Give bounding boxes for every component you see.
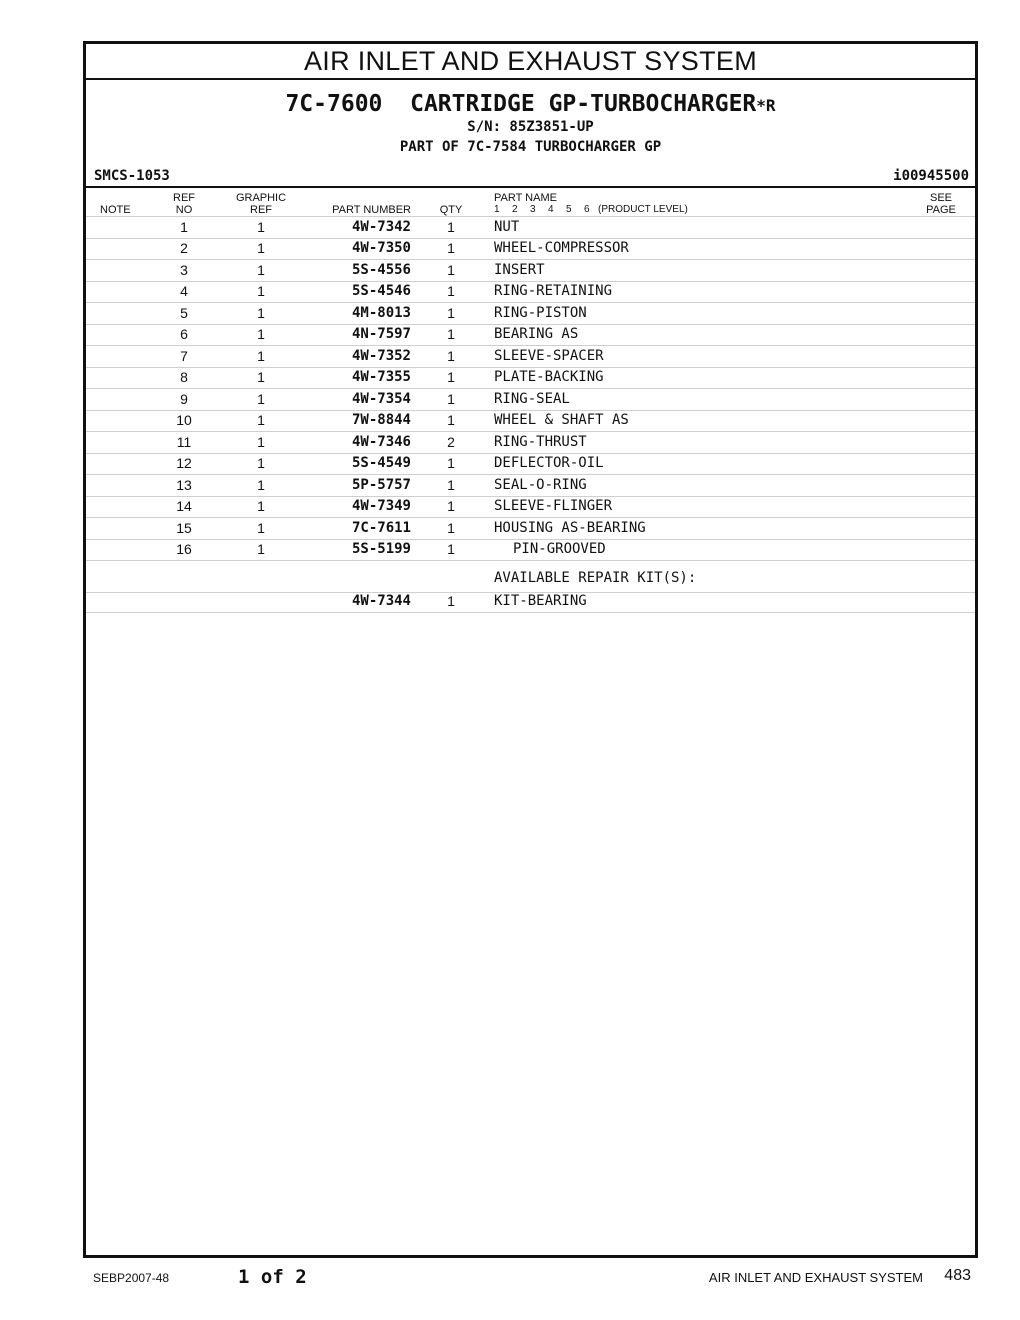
page-of: 1 of 2: [238, 1266, 307, 1288]
graphic-ref: 1: [257, 240, 265, 256]
part-name: WHEEL & SHAFT AS: [494, 412, 629, 428]
level-4: 4: [548, 204, 554, 215]
ref-number: 14: [176, 498, 192, 514]
smcs-code: SMCS-1053: [94, 168, 170, 184]
col-part-number: PART NUMBER: [332, 204, 411, 216]
graphic-ref: 1: [257, 433, 265, 450]
ref-number: 11: [176, 433, 192, 450]
col-graphic-ref: [231, 192, 291, 216]
part-name: DEFLECTOR-OIL: [494, 455, 604, 471]
table-row: [86, 303, 975, 325]
part-number: 4W-7346: [351, 433, 411, 450]
part-number: 4W-7352: [351, 347, 411, 364]
graphic-ref: 1: [257, 347, 265, 364]
part-name: PLATE-BACKING: [494, 369, 604, 385]
quantity: 1: [447, 218, 455, 235]
serial-number: S/N: 85Z3851-UP: [467, 119, 594, 135]
part-name: INSERT: [494, 261, 545, 278]
group-title: [86, 91, 975, 117]
ref-number: 7: [180, 347, 188, 364]
part-name: SLEEVE-SPACER: [494, 347, 604, 364]
col-qty: QTY: [439, 204, 463, 216]
ref-number: 6: [180, 326, 188, 342]
product-level-label: (PRODUCT LEVEL): [598, 204, 688, 215]
level-1: 1: [494, 204, 500, 215]
graphic-ref: 1: [257, 326, 265, 342]
page-frame: [83, 41, 978, 1258]
quantity: 1: [447, 412, 455, 428]
table-row: [86, 475, 975, 497]
quantity: 1: [447, 261, 455, 278]
part-name: RING-PISTON: [494, 304, 587, 321]
col-part-name: [494, 192, 688, 216]
table-row: [86, 389, 975, 411]
quantity: 1: [447, 519, 455, 536]
quantity: 1: [447, 498, 455, 514]
graphic-ref: 1: [257, 412, 265, 428]
part-name: SEAL-O-RING: [494, 476, 587, 493]
part-number: 4W-7344: [351, 593, 411, 609]
product-levels: [494, 204, 688, 216]
part-number: 5S-4546: [351, 283, 411, 299]
col-see-page-line1: SEE: [929, 192, 952, 204]
ref-number: 2: [180, 240, 188, 256]
part-name: SLEEVE-FLINGER: [494, 498, 613, 514]
part-name: WHEEL-COMPRESSOR: [494, 240, 629, 256]
footer-section: AIR INLET AND EXHAUST SYSTEM: [708, 1270, 923, 1285]
part-name: NUT: [494, 218, 520, 235]
graphic-ref: 1: [257, 390, 265, 407]
quantity: 1: [447, 476, 455, 493]
quantity: 1: [447, 369, 455, 385]
col-ref-no-line1: REF: [173, 192, 195, 204]
table-row: [86, 454, 975, 476]
ref-number: 13: [176, 476, 192, 493]
quantity: 1: [447, 455, 455, 471]
repair-kit-label: AVAILABLE REPAIR KIT(S):: [494, 570, 697, 586]
col-part-name-label: PART NAME: [494, 192, 557, 204]
ref-number: 10: [176, 412, 192, 428]
col-note: NOTE: [100, 204, 131, 216]
part-name: RING-RETAINING: [494, 283, 613, 299]
part-name: RING-SEAL: [494, 390, 570, 407]
group-suffix: *R: [756, 96, 776, 115]
table-row: [86, 540, 975, 562]
graphic-ref: 1: [257, 369, 265, 385]
part-number: 5S-5199: [351, 541, 411, 557]
quantity: 1: [447, 240, 455, 256]
ref-number: 5: [180, 304, 188, 321]
graphic-ref: 1: [257, 304, 265, 321]
part-name: KIT-BEARING: [494, 593, 587, 609]
document-number: SEBP2007-48: [93, 1271, 170, 1285]
table-row: [86, 260, 975, 282]
parts-table: [86, 216, 975, 613]
graphic-ref: 1: [257, 218, 265, 235]
quantity: 1: [447, 593, 455, 609]
table-row: [86, 497, 975, 519]
part-number: 5S-4549: [351, 455, 411, 471]
ref-number: 9: [180, 390, 188, 407]
group-part-number: 7C-7600: [285, 91, 383, 117]
quantity: 1: [447, 326, 455, 342]
quantity: 1: [447, 283, 455, 299]
quantity: 1: [447, 390, 455, 407]
level-2: 2: [512, 204, 518, 215]
col-ref-no-line2: NO: [175, 204, 193, 216]
page-number: 483: [944, 1267, 971, 1284]
part-number: 4W-7342: [351, 218, 411, 235]
table-row: [86, 518, 975, 540]
table-row: [86, 411, 975, 433]
part-name: RING-THRUST: [494, 433, 587, 450]
illustration-id: i00945500: [893, 168, 969, 184]
part-number: 4M-8013: [351, 304, 411, 321]
col-graphic-ref-line2: REF: [250, 204, 272, 216]
part-number: 5P-5757: [351, 476, 411, 493]
table-row: [86, 368, 975, 390]
part-number: 7W-8844: [351, 412, 411, 428]
graphic-ref: 1: [257, 519, 265, 536]
ref-number: 1: [180, 218, 188, 235]
col-see-page: [916, 192, 966, 216]
part-number: 4W-7350: [351, 240, 411, 256]
graphic-ref: 1: [257, 541, 265, 557]
level-5: 5: [566, 204, 572, 215]
part-name: HOUSING AS-BEARING: [494, 519, 646, 536]
graphic-ref: 1: [257, 455, 265, 471]
section-title: AIR INLET AND EXHAUST SYSTEM: [86, 44, 975, 80]
level-6: 6: [584, 204, 590, 215]
table-row: [86, 325, 975, 347]
table-row: [86, 282, 975, 304]
quantity: 1: [447, 541, 455, 557]
ref-number: 15: [176, 519, 192, 536]
part-name: PIN-GROOVED: [513, 541, 606, 557]
part-number: 4W-7355: [351, 369, 411, 385]
col-see-page-line2: PAGE: [926, 204, 956, 216]
graphic-ref: 1: [257, 261, 265, 278]
graphic-ref: 1: [257, 498, 265, 514]
quantity: 2: [447, 433, 455, 450]
level-3: 3: [530, 204, 536, 215]
ref-number: 16: [176, 541, 192, 557]
col-graphic-ref-line1: GRAPHIC: [235, 192, 287, 204]
part-number: 4N-7597: [351, 326, 411, 342]
part-number: 7C-7611: [351, 519, 411, 536]
table-row: [86, 217, 975, 239]
table-row: [86, 239, 975, 261]
table-row: [86, 593, 975, 613]
graphic-ref: 1: [257, 283, 265, 299]
ref-number: 4: [180, 283, 188, 299]
part-name: BEARING AS: [494, 326, 579, 342]
part-number: 5S-4556: [351, 261, 411, 278]
part-number: 4W-7354: [351, 390, 411, 407]
table-row: [86, 561, 975, 593]
group-name: CARTRIDGE GP-TURBOCHARGER: [410, 91, 757, 117]
ref-number: 3: [180, 261, 188, 278]
table-row: [86, 346, 975, 368]
ref-number: 12: [176, 455, 192, 471]
ref-number: 8: [180, 369, 188, 385]
quantity: 1: [447, 347, 455, 364]
part-number: 4W-7349: [351, 498, 411, 514]
quantity: 1: [447, 304, 455, 321]
col-ref-no: [164, 192, 204, 216]
header-divider: [86, 186, 975, 188]
table-row: [86, 432, 975, 454]
graphic-ref: 1: [257, 476, 265, 493]
part-of: PART OF 7C-7584 TURBOCHARGER GP: [399, 139, 662, 155]
